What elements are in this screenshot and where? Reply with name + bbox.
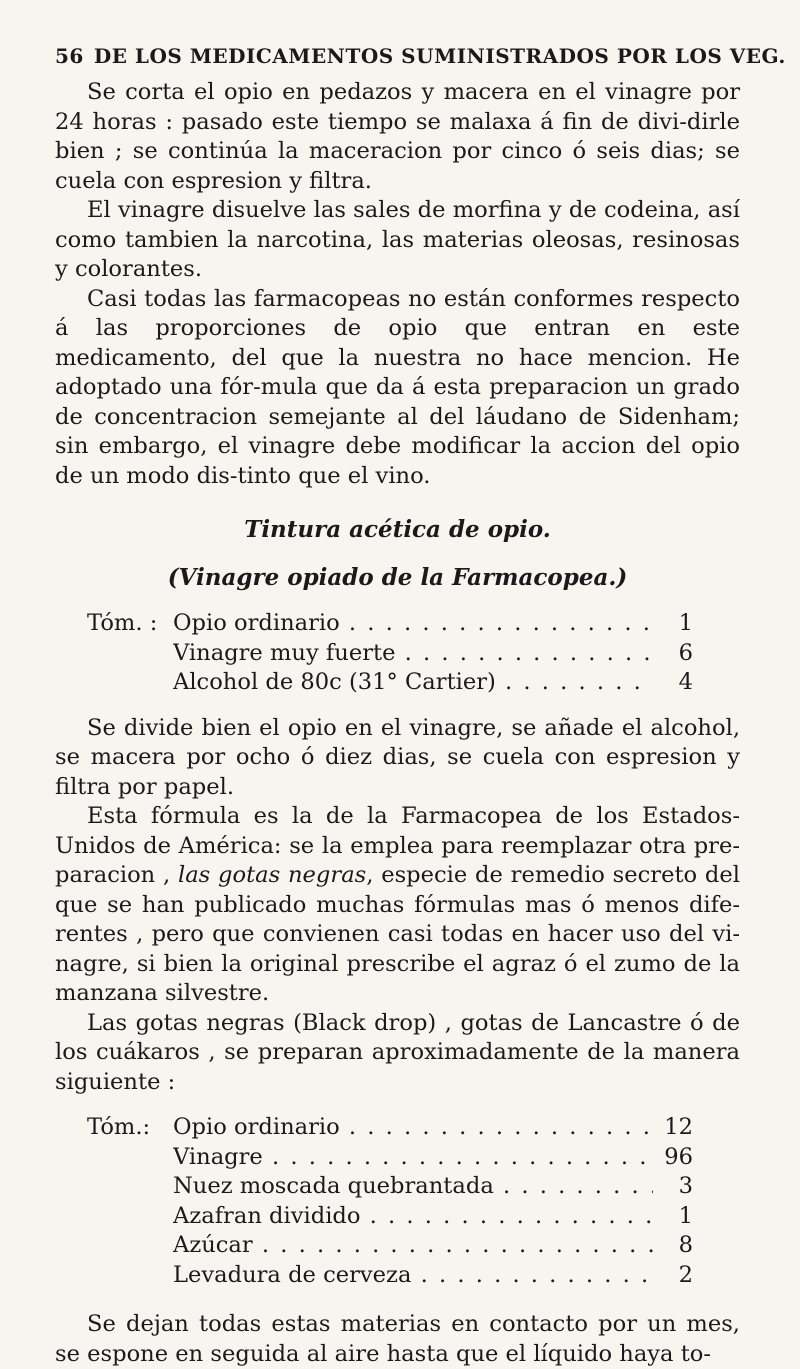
recipe-qty: 3 <box>678 1173 693 1199</box>
paragraph: Casi todas las farmacopeas no están conformes respecto á las proporciones de opio que entran en este medicamento, del que la nuestra no hace mencion. He adoptado una fór-mula que da á esta preparacion un grado de concentracion semejante al del láudano de Sidenham; sin embargo, el vinagre debe modificar la accion del opio de un modo dis-tinto que el vino. <box>55 285 740 489</box>
recipe-item: Vinagre muy fuerte . . . <box>173 639 653 669</box>
recipe-qty: 96 <box>664 1143 693 1170</box>
recipe-lead: Tóm. : <box>87 610 158 636</box>
running-title: DE LOS MEDICAMENTOS SUMINISTRADOS POR LOS VEG. <box>93 44 786 68</box>
section-title: Tintura acética de opio. <box>244 516 551 543</box>
recipe-item: Levadura de cerveza . . . <box>173 1261 653 1291</box>
recipe-item: Nuez moscada quebrantada . . . <box>173 1172 653 1202</box>
paragraph: Las gotas negras (Black drop) , gotas de Lancastre ó de los cuákaros , se preparan aproximadamente de la manera siguiente : <box>55 1009 740 1095</box>
recipe-item: Azafran dividido . . . <box>173 1202 653 1232</box>
recipe-item: Opio ordinario . . . <box>173 1113 653 1143</box>
page-number: 56 <box>55 44 84 68</box>
recipe-qty: 6 <box>678 639 693 666</box>
section-subtitle: (Vinagre opiado de la Farmacopea.) <box>167 564 628 591</box>
recipe-table-2 <box>87 1113 693 1290</box>
recipe-lead: Tóm.: <box>87 1114 151 1140</box>
recipe-item: Alcohol de 80c (31° Cartier) . . . <box>173 668 653 698</box>
recipe-qty: 1 <box>678 1202 693 1229</box>
recipe-qty: 2 <box>678 1261 693 1288</box>
running-head <box>55 38 786 74</box>
recipe-item: Azúcar . . . <box>173 1231 653 1261</box>
recipe-qty: 4 <box>678 669 693 695</box>
recipe-qty: 8 <box>678 1232 693 1258</box>
recipe-qty: 1 <box>678 610 693 636</box>
italic-term: las gotas negras <box>177 862 367 888</box>
paragraph: El vinagre disuelve las sales de morfina y de codeina, así como tambien la narcotina, las materias oleosas, resinosas y colorantes. <box>55 197 740 282</box>
recipe-table-1 <box>87 609 693 698</box>
recipe-item: Opio ordinario . . . <box>173 609 653 639</box>
paragraph: Se dejan todas estas materias en contacto por un mes, se espone en seguida al aire hasta que el líquido haya to- <box>55 1311 740 1367</box>
recipe-item: Vinagre . . . <box>173 1143 653 1173</box>
paragraph: Se corta el opio en pedazos y macera en el vinagre por 24 horas : pasado este tiempo se malaxa á fin de divi-dirle bien ; se continúa la maceracion por cinco ó seis dias; se cuela con espresion y filtra. <box>55 79 740 194</box>
paragraph: Esta fórmula es la de la Farmacopea de los Estados-Unidos de América: se la emplea para reemplazar otra pre-paracion , las gotas negras, especie de remedio secreto del que se han publicado muchas fórmulas mas ó menos dife-rentes , pero que convienen casi todas en hacer uso del vi-nagre, si bien la original prescribe el agraz ó el zumo de la manzana silvestre. <box>55 803 740 1006</box>
paragraph: Se divide bien el opio en el vinagre, se añade el alcohol, se macera por ocho ó diez dias, se cuela con espresion y filtra por papel. <box>55 714 740 800</box>
recipe-qty: 12 <box>664 1114 693 1140</box>
